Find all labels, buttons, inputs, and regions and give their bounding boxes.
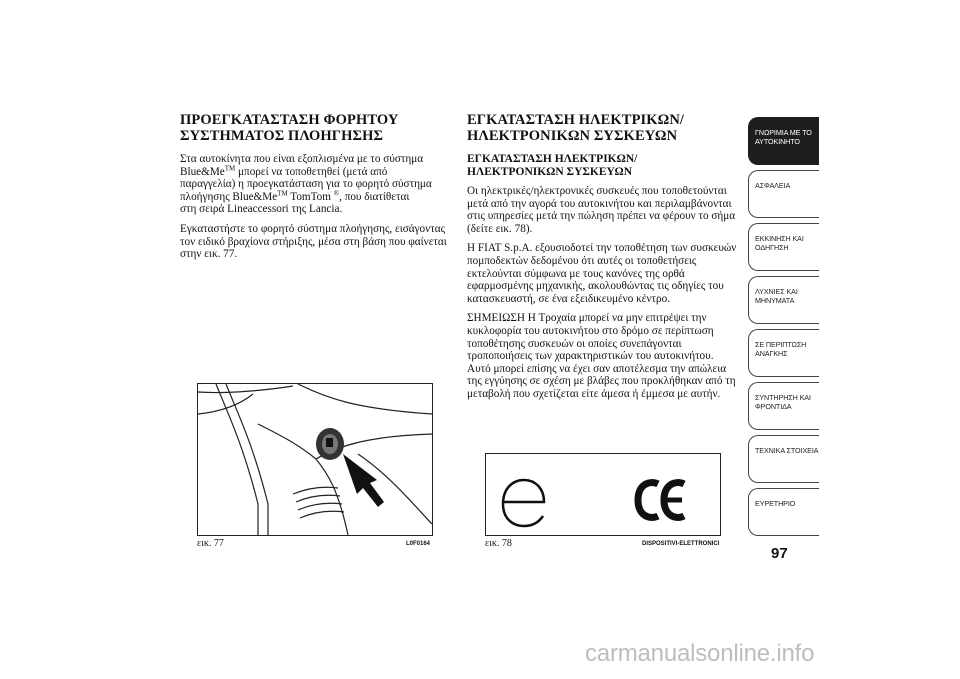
dashboard-mount-illustration <box>198 384 432 535</box>
figure-caption: εικ. 77 <box>197 538 224 549</box>
heading-line: ΣΥΣΤΗΜΑΤΟΣ ΠΛΟΗΓΗΣΗΣ <box>180 128 384 144</box>
figure-caption: εικ. 78 <box>485 538 512 549</box>
tab-starting-driving[interactable]: ΕΚΚΙΝΗΣΗ ΚΑΙ ΟΔΗΓΗΣΗ <box>748 223 819 271</box>
ce-mark-icon <box>638 483 684 518</box>
paragraph: Οι ηλεκτρικές/ηλεκτρονικές συσκευές που τοποθετούνται μετά από την αγορά του αυτοκινήτου και περιλαμβάνονται στις υπηρεσίες μετά την πώληση πρέπει να φέρουν το σήμα (δείτε εικ. 78). <box>467 185 736 235</box>
tab-emergency[interactable]: ΣΕ ΠΕΡΙΠΤΩΣΗ ΑΝΑΓΚΗΣ <box>748 329 819 377</box>
figure-78-marks <box>485 453 721 536</box>
section-heading-left <box>180 112 448 144</box>
figure-code: L0F0164 <box>406 541 431 547</box>
left-column <box>180 112 448 268</box>
paragraph: ΣΗΜΕΙΩΣΗ Η Τροχαία μπορεί να μην επιτρέψει την κυκλοφορία του αυτοκινήτου στο δρόμο σε περίπτωση τοποθέτησης συσκευών οι οποίες συνεπάγονται τροποποιήσεις των χαρακτηριστικών του αυτοκινήτου. Αυτό μπορεί επίσης να έχει σαν αποτέλεσμα την απώλεια της εγγύησης σε σχέση με βλάβες που προκλήθηκαν από τη μεταβολή που σχετίζεται είτε άμεσα ή έμμεσα με αυτήν. <box>467 312 736 400</box>
tab-index[interactable]: ΕΥΡΕΤΗΡΙΟ <box>748 488 819 536</box>
paragraph: Η FIAT S.p.A. εξουσιοδοτεί την τοποθέτηση των συσκευών πομποδεκτών δεδομένου ότι αυτές οι τοποθετήσεις εκτελούνται σύμφωνα με τους κανόνες της ορθά εφαρμοσμένης μηχανικής, ακολουθώντας τις οδηγίες του κατασκευαστή, σε ένα εξειδικευμένο κέντρο. <box>467 242 737 305</box>
paragraph: Εγκαταστήστε το φορητό σύστημα πλοήγησης, εισάγοντας τον ειδικό βραχίονα στήριξης, μέσα στη βάση που φαίνεται στην εικ. 77. <box>180 222 447 261</box>
chapter-tabs <box>748 117 819 541</box>
tab-safety[interactable]: ΑΣΦΑΛΕΙΑ <box>748 170 819 218</box>
tab-technical-data[interactable]: ΤΕΧΝΙΚΑ ΣΤΟΙΧΕΙΑ <box>748 435 819 483</box>
figure-code: DISPOSITIVI-ELETTRONICI <box>642 541 720 547</box>
paragraph: Στα αυτοκίνητα που είναι εξοπλισμένα με το σύστημα Blue&Me™ μπορεί να τοποθετηθεί (μετά από παραγγελία) η προεγκατάσταση για το φορητό σύστημα πλοήγησης Blue&Me™ TomTom ®, που διατίθεται στη σειρά Lineaccessori της Lancia. <box>180 153 432 216</box>
tab-maintenance[interactable]: ΣΥΝΤΗΡΗΣΗ ΚΑΙ ΦΡΟΝΤΙΔΑ <box>748 382 819 430</box>
figure-77-illustration <box>197 383 433 536</box>
e-mark-icon <box>503 480 544 526</box>
watermark: carmanualsonline.info <box>585 640 815 667</box>
section-heading-right: ΕΓΚΑΤΑΣΤΑΣΗ ΗΛΕΚΤΡΙΚΩΝ/ ΗΛΕΚΤΡΟΝΙΚΩΝ ΣΥΣΚΕΥΩΝ <box>467 112 685 144</box>
page-number: 97 <box>771 545 788 562</box>
tab-getting-to-know-car[interactable]: ΓΝΩΡΙΜΙΑ ΜΕ ΤΟ ΑΥΤΟΚΙΝΗΤΟ <box>748 117 819 165</box>
subsection-heading: ΕΓΚΑΤΑΣΤΑΣΗ ΗΛΕΚΤΡΙΚΩΝ/ ΗΛΕΚΤΡΟΝΙΚΩΝ ΣΥΣΚΕΥΩΝ <box>467 153 638 178</box>
tab-warning-lights[interactable]: ΛΥΧΝΙΕΣ ΚΑΙ ΜΗΝΥΜΑΤΑ <box>748 276 819 324</box>
right-column <box>467 112 739 408</box>
heading-line: ΠΡΟΕΓΚΑΤΑΣΤΑΣΗ ΦΟΡΗΤΟΥ <box>180 112 399 128</box>
